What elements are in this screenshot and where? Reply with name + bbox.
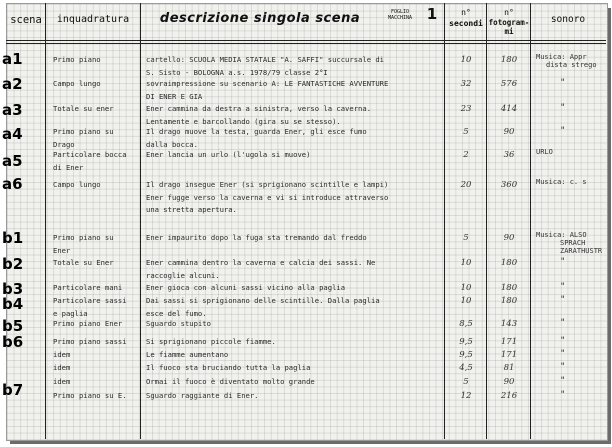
sound-note: " (560, 295, 566, 305)
shot-type: Particolare sassi (53, 296, 127, 305)
sound-note: ZARATHUSTR (560, 247, 603, 255)
header-secondi: secondi (449, 19, 483, 28)
scene-description: cartello: SCUOLA MEDIA STATALE "A. SAFFI" succursale di (146, 55, 384, 64)
scene-label: a6 (2, 175, 23, 193)
frames-value: 414 (500, 104, 518, 114)
header-secondi-n: n° (461, 8, 471, 17)
sound-note: " (560, 318, 566, 328)
frames-value: 171 (500, 337, 518, 347)
scene-description: Ener lancia un urlo (l'ugola si muove) (146, 150, 311, 159)
scene-label: b7 (2, 381, 24, 399)
frames-value: 90 (503, 377, 515, 387)
scene-label: a2 (2, 75, 23, 93)
scene-label: b4 (2, 295, 24, 313)
scene-label: a5 (2, 152, 23, 170)
sound-note: " (560, 376, 566, 386)
header-divider (6, 40, 606, 41)
scene-description: Sguardo raggiante di Ener. (146, 391, 259, 400)
scene-label: a1 (2, 50, 23, 68)
sound-note: SPRACH (560, 239, 586, 247)
frames-value: 180 (500, 283, 518, 293)
frames-value: 90 (503, 127, 515, 137)
scene-label: a4 (2, 125, 23, 143)
scene-description: S. Sisto - BOLOGNA a.s. 1978/79 classe 2°I (146, 67, 328, 77)
shot-type: Primo piano (53, 55, 101, 64)
seconds-value: 5 (463, 233, 469, 243)
shot-type: e paglia (53, 308, 88, 318)
scene-description: sovraimpressione su scenario A: LE FANTASTICHE AVVENTURE (146, 79, 389, 88)
frames-value: 180 (500, 296, 518, 306)
scene-description: Le fiamme aumentano (146, 350, 229, 359)
seconds-value: 23 (460, 104, 472, 114)
shot-type: idem (53, 350, 71, 359)
column-divider-inquadratura (140, 3, 141, 439)
seconds-value: 9,5 (459, 350, 473, 360)
seconds-value: 9,5 (459, 337, 473, 347)
sound-note: " (560, 78, 566, 88)
seconds-value: 10 (460, 296, 472, 306)
shot-type: Primo piano sassi (53, 337, 127, 346)
shot-type: Primo piano su E. (53, 391, 127, 400)
shot-type: Totale su ener (53, 104, 114, 113)
sound-note: Musica: c. s (536, 178, 587, 186)
frames-value: 360 (500, 180, 518, 190)
seconds-value: 32 (460, 79, 472, 89)
frames-value: 576 (500, 79, 518, 89)
frames-value: 180 (500, 258, 518, 268)
seconds-value: 8,5 (459, 319, 473, 329)
scene-description: Ener gioca con alcuni sassi vicino alla paglia (146, 283, 346, 292)
scene-description: Ener impaurito dopo la fuga sta tremando dal freddo (146, 233, 367, 242)
seconds-value: 5 (463, 377, 469, 387)
scene-description: esce del fumo. (146, 308, 207, 318)
sound-note: " (560, 103, 566, 113)
scene-description: Ener fugge verso la caverna e vi si introduce attraverso (146, 192, 389, 202)
sound-note: " (560, 362, 566, 372)
seconds-value: 2 (463, 150, 469, 160)
header-inquadratura: inquadratura (56, 14, 130, 25)
scene-description: Ormai il fuoco è diventato molto grande (146, 377, 315, 386)
shot-type: Campo lungo (53, 180, 101, 189)
header-divider-double (6, 43, 606, 44)
scene-description: una stretta apertura. (146, 205, 237, 214)
frames-value: 216 (500, 391, 518, 401)
frames-value: 90 (503, 233, 515, 243)
sound-note: Musica: Appr (536, 53, 587, 61)
sound-note: dista strego (546, 61, 597, 69)
column-divider-descrizione (444, 3, 445, 439)
scene-description: Il drago insegue Ener (si sprigionano scintille e lampi) (146, 180, 389, 189)
scene-label: b1 (2, 229, 24, 247)
seconds-value: 12 (460, 391, 472, 401)
scene-description: Ener cammina da destra a sinistra, verso la caverna. (146, 104, 372, 113)
column-divider-scena (45, 3, 46, 439)
header-fotogrammi-n: n° (504, 8, 514, 17)
shot-type: Particolare mani (53, 283, 123, 292)
header-fotogrammi: fotogram-mi (488, 18, 530, 36)
scene-description: dalla bocca. (146, 139, 198, 149)
frames-value: 171 (500, 350, 518, 360)
column-divider-fotogrammi (530, 3, 531, 439)
seconds-value: 4,5 (459, 363, 473, 373)
frames-value: 143 (500, 319, 518, 329)
scene-description: DI ENER E GIA (146, 91, 203, 101)
frames-value: 81 (503, 363, 515, 373)
seconds-value: 10 (460, 55, 472, 65)
scene-description: raccoglie alcuni. (146, 270, 220, 280)
sound-note: " (560, 349, 566, 359)
scene-label: b2 (2, 255, 24, 273)
shot-type: Primo piano su (53, 233, 114, 242)
shot-type: Primo piano Ener (53, 319, 123, 328)
sound-note: " (560, 390, 566, 400)
sound-note: " (560, 282, 566, 292)
scene-description: Lentamente e barcollando (gira su se stesso). (146, 116, 341, 126)
sound-note: " (560, 257, 566, 267)
sound-note: " (560, 336, 566, 346)
scene-description: Il drago muove la testa, guarda Ener, gli esce fumo (146, 127, 367, 136)
scene-description: Sguardo stupito (146, 319, 211, 328)
scene-description: Dai sassi si sprigionano delle scintille. Dalla paglia (146, 296, 380, 305)
scene-description: Ener cammina dentro la caverna e calcia dei sassi. Ne (146, 258, 376, 267)
shot-type: Primo piano su (53, 127, 114, 136)
frames-value: 36 (503, 150, 515, 160)
header-foglio: FOGLIO (390, 9, 410, 15)
shot-type: Ener (53, 245, 71, 255)
shot-type: idem (53, 377, 71, 386)
scene-description: Il fuoco sta bruciando tutta la paglia (146, 363, 311, 372)
shot-type: Campo lungo (53, 79, 101, 88)
header-sonoro: sonoro (550, 14, 586, 25)
shot-type: Totale su Ener (53, 258, 114, 267)
shot-type: Particolare bocca (53, 150, 127, 159)
sound-note: URLO (536, 148, 553, 156)
scene-label: a3 (2, 101, 23, 119)
frames-value: 180 (500, 55, 518, 65)
seconds-value: 5 (463, 127, 469, 137)
shot-type: di Ener (53, 162, 84, 172)
header-macchina: MACCHINA (387, 15, 413, 21)
sound-note: Musica: ALSO (536, 231, 587, 239)
scene-label: b6 (2, 333, 24, 351)
header-scena: scena (10, 14, 42, 26)
seconds-value: 20 (460, 180, 472, 190)
shot-type: idem (53, 363, 71, 372)
seconds-value: 10 (460, 258, 472, 268)
scene-description: Si sprigionano piccole fiamme. (146, 337, 276, 346)
scene-label: b5 (2, 317, 24, 335)
header-sheet-number: 1 (426, 5, 438, 23)
scene-label: b3 (2, 280, 24, 298)
shot-type: Drago (53, 139, 75, 149)
seconds-value: 10 (460, 283, 472, 293)
header-descrizione: descrizione singola scena (159, 11, 361, 26)
column-divider-secondi (486, 3, 487, 439)
sound-note: " (560, 126, 566, 136)
